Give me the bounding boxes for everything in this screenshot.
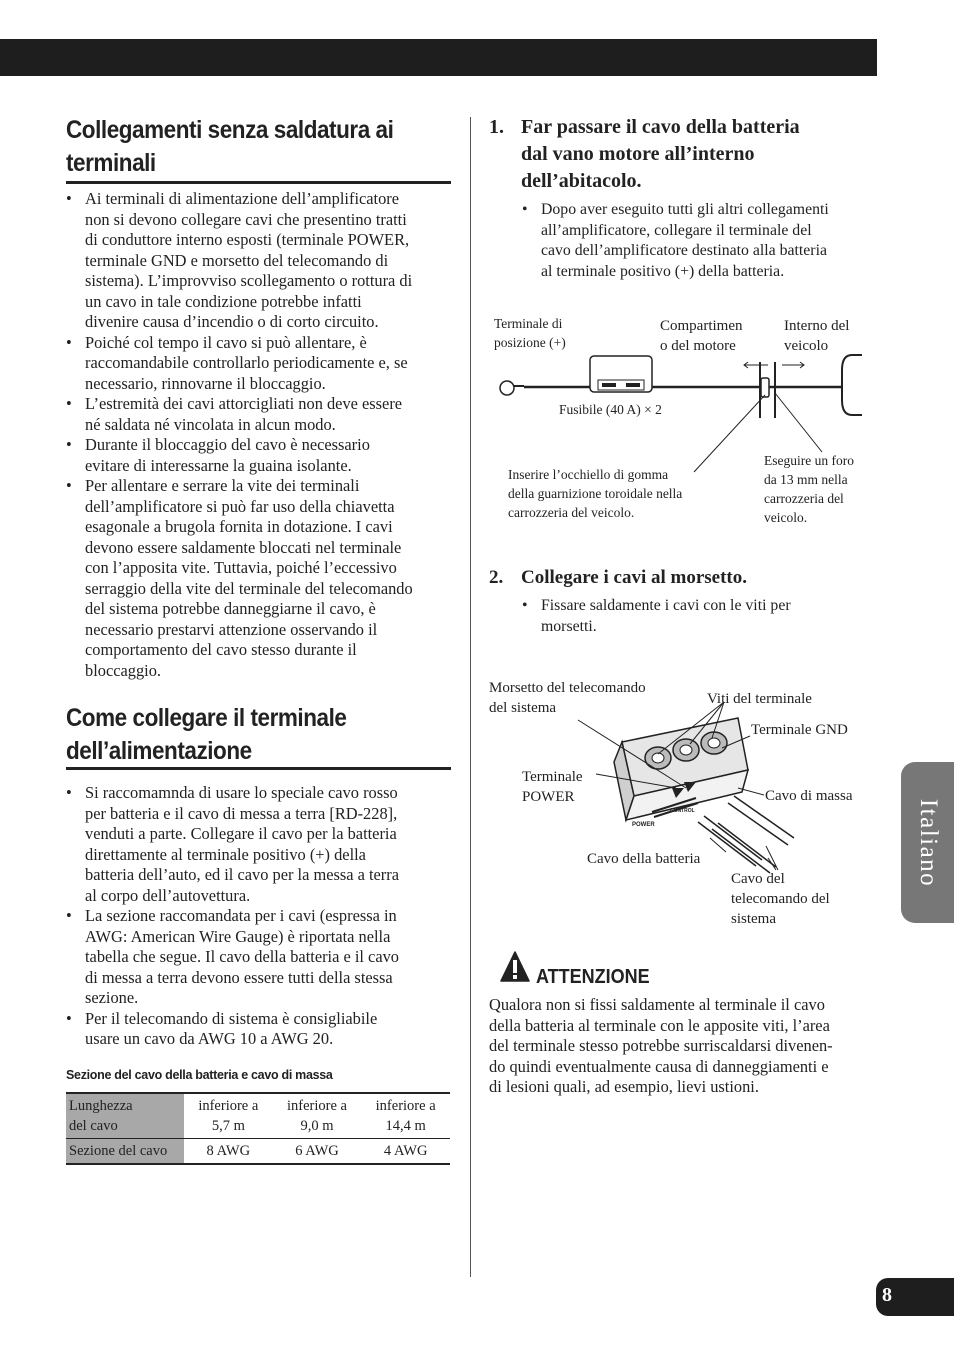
section1-title: Collegamenti senza saldatura ai terminali <box>66 116 394 177</box>
column-divider <box>470 117 471 1277</box>
ground-cable-label: Cavo di massa <box>765 788 853 804</box>
table-row <box>66 1093 450 1139</box>
bullet-item: • Ai terminali di alimentazione dell’amplificatore non si devono collegare cavi che presentino tratti di conduttore interno esposti (terminale POWER, terminale GND e morsetto del telecomando di sistema). L’improvviso scollegamento o rottura di un cavo in tale condizione potrebbe infatti divenire causa d’incendio o di corto circuito. <box>66 189 456 333</box>
control-mark: CONTROL <box>670 808 695 814</box>
table-cell: inferiore a 9,0 m <box>273 1093 362 1139</box>
warning-title: ATTENZIONE <box>536 966 650 988</box>
table-title: Sezione del cavo della batteria e cavo di massa <box>66 1068 333 1082</box>
battery-cable-label: Cavo della batteria <box>587 851 701 867</box>
bullet-item: • Si raccomamnda di usare lo speciale cavo rosso per batteria e il cavo di messa a terra [RD-228], venduti a parte. Collegare il cavo per la batteria direttamente al terminale positivo (+) della batteria dell’auto, ed il cavo per la messa a terra al corpo dell’autovettura. <box>66 783 456 906</box>
step1-bullet-list <box>522 200 882 282</box>
terminal-screws-label: Viti del terminale <box>707 691 812 707</box>
warning-text: Qualora non si fissi saldamente al terminale il cavo della batteria al terminale con le apposite viti, l’area del terminale stesso potrebbe surriscaldarsi divenen- do quindi eventualmente causa di danneggiamenti e di lesioni quali, ad esempio, lievi ustioni. <box>489 995 833 1096</box>
page-number: 8 <box>882 1284 892 1306</box>
gnd-terminal-label: Terminale GND <box>751 722 848 738</box>
section2-title: Come collegare il terminale dell’alimentazione <box>66 704 347 765</box>
step2-number: 2. <box>489 567 504 588</box>
table-row-header: Sezione del cavo <box>66 1139 184 1165</box>
bullet-item: • Fissare saldamente i cavi con le viti per morsetti. <box>522 596 882 637</box>
fuse-label: Fusibile (40 A) × 2 <box>559 402 662 417</box>
terminal-block-diagram <box>486 670 876 938</box>
drill-hole-label: Eseguire un foro da 13 mm nella carrozzeria del veicolo. <box>764 453 854 525</box>
power-mark: POWER <box>632 822 655 828</box>
engine-compartment-label: Compartimen o del motore <box>660 318 743 354</box>
grommet-label: Inserire l’occhiello di gomma della guarnizione toroidale nella carrozzeria del veicolo. <box>508 467 683 520</box>
table-cell: inferiore a 5,7 m <box>184 1093 273 1139</box>
page-number-tab <box>876 1278 954 1316</box>
top-header-bar <box>0 39 877 76</box>
remote-cable-label: Cavo del telecomando del sistema <box>731 871 830 927</box>
table-cell: 8 AWG <box>184 1139 273 1165</box>
step2-title: Collegare i cavi al morsetto. <box>521 567 747 588</box>
cable-routing-diagram <box>486 300 876 535</box>
bullet-item: • Dopo aver eseguito tutti gli altri collegamenti all’amplificatore, collegare il terminale del cavo dell’amplificatore destinato alla batteria al terminale positivo (+) della batteria. <box>522 200 882 282</box>
bullet-item: • La sezione raccomandata per i cavi (espressa in AWG: American Wire Gauge) è riportata nella tabella che segue. Il cavo della batteria e il cavo di messa a terra devono essere tutti della stessa sezione. <box>66 906 456 1009</box>
bullet-item: • Poiché col tempo il cavo si può allentare, è raccomandabile controllarlo periodicamente e, se necessario, rinnovarne il bloccaggio. <box>66 333 456 395</box>
bullet-item: • Per il telecomando di sistema è consigliabile usare un cavo da AWG 10 a AWG 20. <box>66 1009 456 1050</box>
section1-rule <box>66 181 451 184</box>
cable-section-table <box>66 1092 450 1165</box>
section2-bullet-list <box>66 783 456 1050</box>
bullet-item: • Per allentare e serrare la vite dei terminali dell’amplificatore si può far uso della chiavetta esagonale a brugola fornita in dotazione. I cavi devono essere saldamente bloccati nel terminale con l’apposita vite. Tuttavia, poiché l’eccessivo serraggio della vite del terminale del telecomando del sistema potrebbe danneggiarne il cavo, è necessario prestarvi attenzione osservando il comportamento del cavo stesso durante il bloccaggio. <box>66 476 456 681</box>
language-side-tab <box>901 762 954 923</box>
table-cell: inferiore a 14,4 m <box>361 1093 450 1139</box>
step1-title: Far passare il cavo della batteria dal vano motore all’interno dell’abitacolo. <box>521 116 800 192</box>
step2-bullet-list <box>522 596 882 637</box>
terminal-label: Terminale di posizione (+) <box>494 316 566 350</box>
table-row-header: Lunghezza del cavo <box>66 1093 184 1139</box>
vehicle-interior-label: Interno del veicolo <box>784 318 850 354</box>
language-label: Italiano <box>914 798 942 887</box>
warning-icon <box>500 951 530 983</box>
table-row <box>66 1139 450 1165</box>
table-cell: 6 AWG <box>273 1139 362 1165</box>
power-terminal-label: Terminale POWER <box>522 769 583 805</box>
table-cell: 4 AWG <box>361 1139 450 1165</box>
section2-rule <box>66 767 451 770</box>
step1-number: 1. <box>489 116 504 138</box>
bullet-item: • Durante il bloccaggio del cavo è necessario evitare di interessarne la guaina isolante. <box>66 435 456 476</box>
remote-terminal-label: Morsetto del telecomando del sistema <box>489 680 646 716</box>
section1-bullet-list <box>66 189 456 681</box>
bullet-item: • L’estremità dei cavi attorcigliati non deve essere né saldata né vincolata in alcun modo. <box>66 394 456 435</box>
